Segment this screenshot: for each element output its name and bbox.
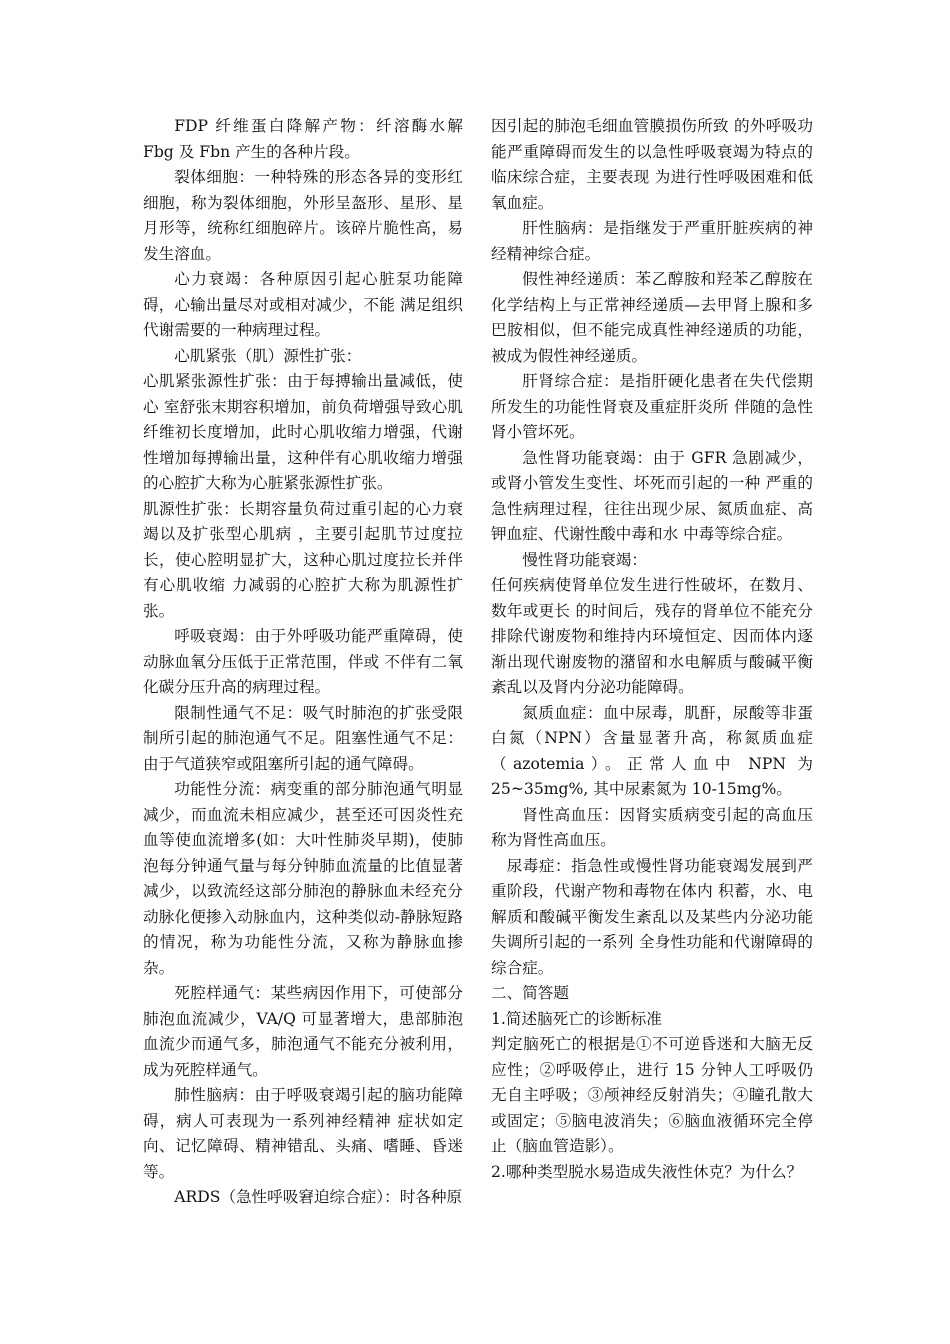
paragraph: 功能性分流：病变重的部分肺泡通气明显减少，而血流未相应减少，甚至还可因炎性充血等使血流增多(如：大叶性肺炎早期)，使肺泡每分钟通气量与每分钟肺血流量的比值显著减少，以致流经这部分肺泡的静脉血未经充分动脉化便掺入动脉血内，这种类似动-静脉短路的情况，称为功能性分流，又称为静脉血掺杂。 <box>143 780 463 977</box>
paragraph: 裂体细胞：一种特殊的形态各异的变形红细胞，称为裂体细胞，外形呈盔形、星形、星月形等，统称红细胞碎片。该碎片脆性高，易发生溶血。 <box>143 168 463 263</box>
paragraph: 心力衰竭：各种原因引起心脏泵功能障碍，心输出量尽对或相对减少，不能 满足组织代谢需要的一种病理过程。 <box>143 270 463 339</box>
paragraph: 肌源性扩张：长期容量负荷过重引起的心力衰竭以及扩张型心肌病 ，主要引起肌节过度拉长，使心腔明显扩大，这种心肌过度拉长并伴有心肌收缩 力减弱的心腔扩大称为肌源性扩张。 <box>143 499 463 620</box>
paragraph: 限制性通气不足：吸气时肺泡的扩张受限制所引起的肺泡通气不足。阻塞性通气不足：由于气道狭窄或阻塞所引起的通气障碍。 <box>143 703 463 773</box>
paragraph: ARDS（急性呼吸窘迫综合症）：时各种原 <box>174 1188 463 1206</box>
paragraph: 心肌紧张（肌）源性扩张： <box>174 346 362 365</box>
paragraph: 氮质血症：血中尿毒，肌酐，尿酸等非蛋白氮（NPN）含量显著升高，称氮质血症（azotemia）。正常人血中 NPN 为 25~35mg%, 其中尿素氮为 10-15mg%。 <box>491 703 813 798</box>
paragraph: 假性神经递质：苯乙醇胺和羟苯乙醇胺在化学结构上与正常神经递质—去甲肾上腺和多巴胺相似，但不能完成真性神经递质的功能，被成为假性神经递质。 <box>491 270 813 365</box>
answer-paragraph: 判定脑死亡的根据是①不可逆昏迷和大脑无反应性；②呼吸停止，进行 15 分钟人工呼吸仍无自主呼吸；③颅神经反射消失；④瞳孔散大或固定；⑤脑电波消失；⑥脑血液循环完全停止（脑血管造影）。 <box>491 1035 813 1155</box>
paragraph: 急性肾功能衰竭：由于 GFR 急剧减少，或肾小管发生变性、坏死而引起的一种 严重的急性病理过程，往往出现少尿、氮质血症、高钾血症、代谢性酸中毒和水 中毒等综合症。 <box>491 448 813 543</box>
paragraph: 任何疾病使肾单位发生进行性破坏，在数月、数年或更长 的时间后，残存的肾单位不能充分排除代谢废物和维持内环境恒定、因而体内逐 渐出现代谢废物的潴留和水电解质与酸碱平衡紊乱以及肾内分泌功能障碍。 <box>491 576 813 696</box>
paragraph: FDP 纤维蛋白降解产物：纤溶酶水解 Fbg 及 Fbn 产生的各种片段。 <box>143 117 463 161</box>
paragraph: 肺性脑病：由于呼吸衰竭引起的脑功能障碍，病人可表现为一系列神经精神 症状如定向、记忆障碍、精神错乱、头痛、嗜睡、昏迷等。 <box>143 1086 463 1181</box>
paragraph: 肝肾综合症：是指肝硬化患者在失代偿期所发生的功能性肾衰及重症肝炎所 伴随的急性肾小管坏死。 <box>491 372 813 441</box>
left-column <box>143 114 463 1211</box>
question-heading: 2.哪种类型脱水易造成失液性休克？为什么？ <box>491 1162 803 1181</box>
right-column <box>491 114 813 1185</box>
paragraph: 心肌紧张源性扩张：由于每搏输出量减低，使心 室舒张末期容积增加，前负荷增强导致心肌纤维初长度增加，此时心肌收缩力增强，代谢性增加每搏输出量，这种伴有心肌收缩力增强的心腔扩大称为心脏紧张源性扩张。 <box>143 372 463 492</box>
paragraph: 尿毒症：指急性或慢性肾功能衰竭发展到严重阶段，代谢产物和毒物在体内 积蓄，水、电解质和酸碱平衡发生紊乱以及某些内分泌功能失调所引起的一系列 全身性功能和代谢障碍的综合症。 <box>491 856 813 977</box>
paragraph: 肝性脑病：是指继发于严重肝脏疾病的神经精神综合症。 <box>491 219 813 263</box>
paragraph: 慢性肾功能衰竭： <box>522 550 647 569</box>
question-heading: 1.简述脑死亡的诊断标准 <box>491 1009 662 1028</box>
paragraph: 因引起的肺泡毛细血管膜损伤所致 的外呼吸功能严重障碍而发生的以急性呼吸衰竭为特点的临床综合症，主要表现 为进行性呼吸困难和低氧血症。 <box>491 117 813 212</box>
section-heading: 二、简答题 <box>491 984 569 1002</box>
paragraph: 肾性高血压：因肾实质病变引起的高血压称为肾性高血压。 <box>491 805 813 849</box>
paragraph: 死腔样通气：某些病因作用下，可使部分肺泡血流减少，VA/Q 可显著增大，患部肺泡血流少而通气多，肺泡通气不能充分被利用，成为死腔样通气。 <box>143 984 463 1079</box>
paragraph: 呼吸衰竭：由于外呼吸功能严重障碍，使动脉血氧分压低于正常范围，伴或 不伴有二氧化碳分压升高的病理过程。 <box>143 627 463 696</box>
